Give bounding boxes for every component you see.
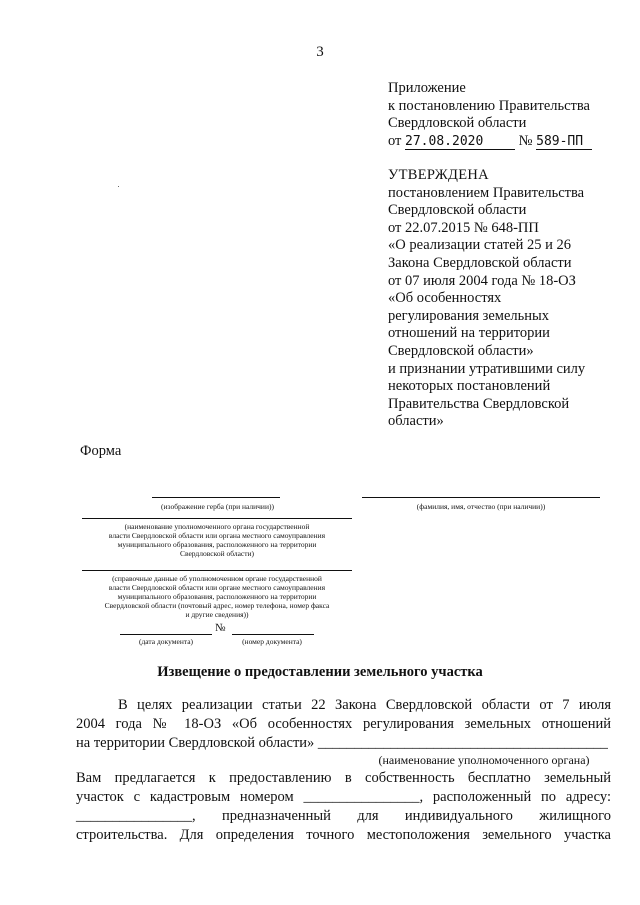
approved-title: УТВЕРЖДЕНА: [388, 167, 489, 183]
appendix-block: [388, 80, 592, 150]
reference-field-line: [82, 570, 352, 571]
page-number: 3: [316, 44, 324, 60]
doc-number-caption: (номер документа): [242, 637, 302, 646]
paragraph-text: участок с кадастровым номером: [76, 789, 294, 805]
emblem-caption: (изображение герба (при наличии)): [161, 502, 274, 511]
reference-caption: [82, 574, 352, 619]
paragraph-line: [76, 788, 611, 808]
caption-line: Свердловской области): [179, 549, 255, 558]
appendix-date-line: [388, 133, 592, 151]
address-blank: ________________: [76, 808, 192, 824]
approved-line: от 07 июля 2004 года № 18-ОЗ: [388, 272, 576, 289]
paragraph-line: В целях реализации статьи 22 Закона Свердловской области от 7 июля: [118, 697, 611, 713]
paragraph-text: , расположенный по адресу:: [419, 789, 612, 805]
approved-line: постановлением Правительства: [388, 184, 585, 201]
authority-caption: [82, 522, 352, 558]
caption-line: муниципального образования, расположенного на территории: [117, 540, 317, 549]
form-label: Форма: [80, 443, 122, 459]
authority-blank-caption: (наименование уполномоченного органа): [378, 753, 590, 767]
notice-heading: Извещение о предоставлении земельного участка: [157, 664, 483, 680]
approved-block: [388, 167, 628, 431]
scan-speck: [118, 186, 119, 187]
caption-line: власти Свердловской области или органе местного самоуправления: [108, 583, 326, 592]
authority-field-line: [82, 518, 352, 519]
authority-blank: ________________________________________: [317, 735, 608, 751]
appendix-line: к постановлению Правительства: [388, 97, 590, 114]
paragraph-text: , предназначенный для индивидуального жилищного: [192, 808, 611, 824]
doc-date-caption: (дата документа): [138, 637, 194, 646]
approved-line: некоторых постановлений: [388, 378, 551, 395]
approved-line: «О реализации статей 25 и 26: [388, 237, 572, 254]
appendix-number: 589-ПП: [536, 135, 592, 150]
doc-number-line: [232, 634, 314, 635]
approved-line: Правительства Свердловской: [388, 395, 570, 412]
paragraph-line: Вам предлагается к предоставлению в собственность бесплатно земельный: [76, 770, 611, 786]
caption-line: власти Свердловской области или органа местного самоуправления: [108, 531, 326, 540]
paragraph-text: на территории Свердловской области»: [76, 735, 315, 751]
appendix-line: Приложение: [388, 80, 466, 96]
paragraph-line: [76, 807, 611, 827]
appendix-date: 27.08.2020: [405, 135, 515, 150]
caption-line: (наименование уполномоченного органа государственной: [124, 522, 310, 531]
approved-line: и признании утратившими силу: [388, 360, 586, 377]
doc-num-sign: №: [215, 622, 226, 634]
doc-date-line: [120, 634, 212, 635]
approved-line: Закона Свердловской области: [388, 254, 572, 271]
paragraph-line: 2004 года № 18-ОЗ «Об особенностях регулирования земельных отношений: [76, 716, 611, 732]
paragraph-line: [76, 734, 611, 754]
paragraph-line: строительства. Для определения точного местоположения земельного участка: [76, 827, 611, 843]
caption-line: Свердловской области (почтовый адрес, номер телефона, номер факса: [104, 601, 330, 610]
caption-line: (справочные данные об уполномоченном органе государственной: [112, 574, 322, 583]
caption-line: муниципального образования, расположенного на территории: [117, 592, 317, 601]
approved-line: Свердловской области: [388, 202, 527, 219]
appendix-line: Свердловской области: [388, 115, 527, 131]
fio-field-line: [362, 497, 600, 498]
approved-line: «Об особенностях: [388, 290, 502, 307]
approved-line: отношений на территории: [388, 325, 550, 342]
approved-line: области»: [388, 413, 444, 430]
number-prefix: №: [518, 132, 533, 149]
caption-line: и другие сведения)): [185, 610, 249, 619]
emblem-field-line: [152, 497, 280, 498]
date-prefix: от: [388, 132, 402, 149]
approved-line: от 22.07.2015 № 648-ПП: [388, 219, 539, 236]
approved-line: регулирования земельных: [388, 307, 550, 324]
cadastral-blank: ________________: [303, 789, 420, 805]
approved-line: Свердловской области»: [388, 342, 534, 359]
fio-caption: (фамилия, имя, отчество (при наличии)): [416, 502, 546, 511]
